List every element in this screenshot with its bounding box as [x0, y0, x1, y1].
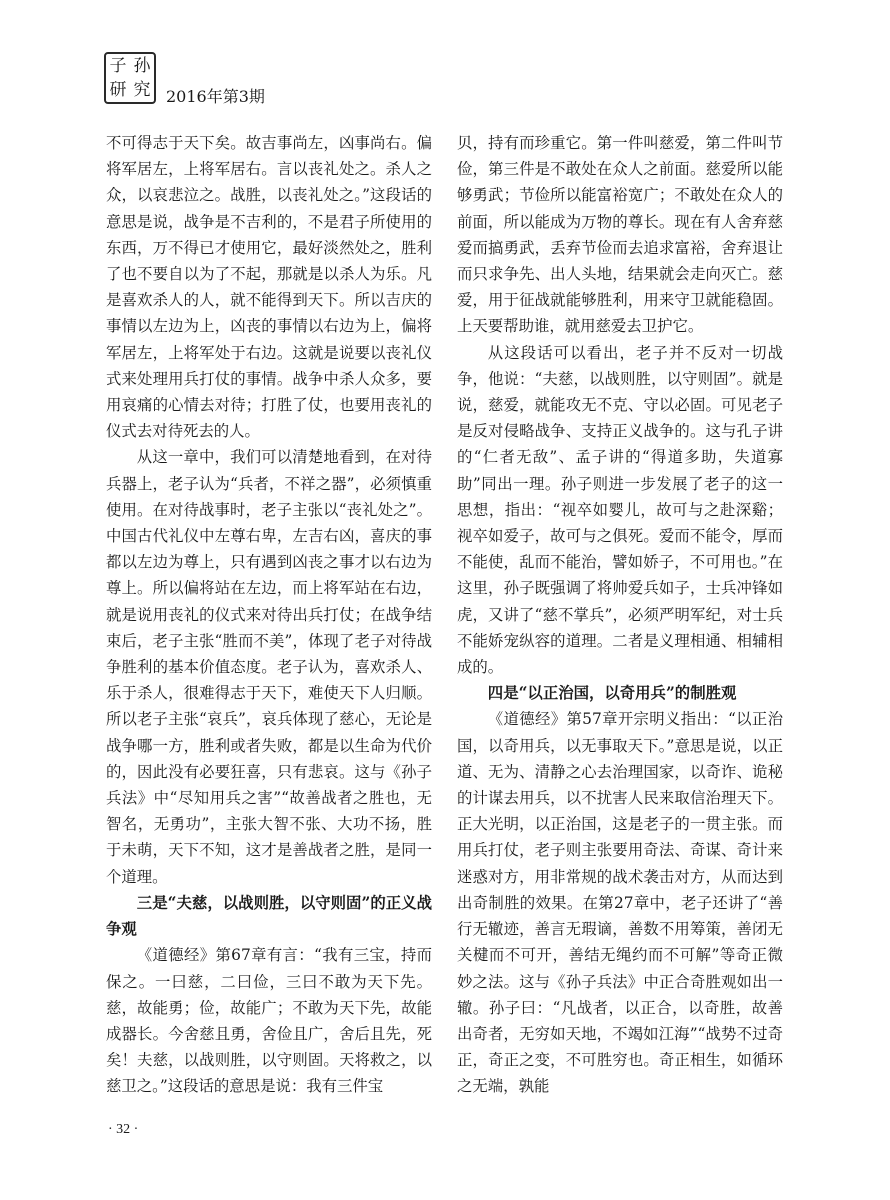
section-heading: 四是“以正治国，以奇用兵”的制胜观 — [487, 684, 737, 703]
page-number: · 32 · — [108, 1122, 139, 1137]
left-column — [106, 130, 432, 1100]
journal-logo — [104, 52, 156, 104]
page-header — [104, 52, 784, 112]
paragraph: 《道德经》第67章有言：“我有三宝，持而保之。一曰慈，二曰俭，三曰不敢为天下先。慈，故能勇；俭，故能广；不敢为天下先，故能成器长。今舍慈且勇，舍俭且广，舍后且先，死矣！夫慈，以战则胜，以守则固。天将救之，以慈卫之。”这段话的意思是说：我有三件宝 — [106, 946, 432, 1096]
paragraph: 从这段话可以看出，老子并不反对一切战争，他说：“夫慈，以战则胜，以守则固”。就是说，慈爱，就能攻无不克、守以必固。可见老子是反对侵略战争、支持正义战争的。这与孔子讲的“仁者无敌”、孟子讲的“得道多助，失道寡助”同出一理。孙子则进一步发展了老子的这一思想，指出：“视卒如婴儿，故可与之赴深谿；视卒如爱子，故可与之俱死。爱而不能令，厚而不能使，乱而不能治，譬如娇子，不可用也。”在这里，孙子既强调了将帅爱兵如子，士兵冲锋如虎，又讲了“慈不掌兵”，必须严明军纪，对士兵不能娇宠纵容的道理。二者是义理相通、相辅相成的。 — [457, 343, 783, 677]
paragraph: 不可得志于天下矣。故吉事尚左，凶事尚右。偏将军居左，上将军居右。言以丧礼处之。杀人之众，以哀悲泣之。战胜，以丧礼处之。”这段话的意思是说，战争是不吉利的，不是君子所使用的东西，万不得已才使用它，最好淡然处之，胜利了也不要自以为了不起，那就是以杀人为乐。凡是喜欢杀人的人，就不能得到天下。所以吉庆的事情以左边为上，凶丧的事情以右边为上，偏将军居左，上将军处于右边。这就是说要以丧礼仪式来处理用兵打仗的事情。战争中杀人众多，要用哀痛的心情去对待；打胜了仗，也要用丧礼的仪式去对待死去的人。 — [106, 134, 432, 441]
section-heading: 三是“夫慈，以战则胜，以守则固”的正义战争观 — [106, 893, 432, 939]
logo-char: 孙 — [133, 55, 151, 76]
paragraph: 从这一章中，我们可以清楚地看到，在对待兵器上，老子认为“兵者，不祥之器”，必须慎重使用。在对待战事时，老子主张以“丧礼处之”。中国古代礼仪中左尊右卑，左吉右凶，喜庆的事都以左边为尊上，只有遇到凶丧之事才以右边为尊上。所以偏将站在左边，而上将军站在右边，就是说用丧礼的仪式来对待出兵打仗；在战争结束后，老子主张“胜而不美”，体现了老子对待战争胜利的基本价值态度。老子认为，喜欢杀人、乐于杀人，很难得志于天下，难使天下人归顺。所以老子主张“哀兵”，哀兵体现了慈心，无论是战争哪一方，胜利或者失败，都是以生命为代价的，因此没有必要狂喜，只有悲哀。这与《孙子兵法》中“尽知用兵之害”“故善战者之胜也，无智名，无勇功”，主张大智不张、大功不扬，胜于未萌，天下不知，这才是善战者之胜，是同一个道理。 — [106, 448, 432, 886]
logo-char: 研 — [109, 79, 127, 100]
paragraph: 《道德经》第57章开宗明义指出：“以正治国，以奇用兵，以无事取天下。”意思是说，以正道、无为、清静之心去治理国家，以奇诈、诡秘的计谋去用兵，以不扰害人民来取信治理天下。正大光明，以正治国，这是老子的一贯主张。而用兵打仗，老子则主张要用奇法、奇谋、奇计来迷惑对方，用非常规的战术袭击对方，从而达到出奇制胜的效果。在第27章中，老子还讲了“善行无辙迹，善言无瑕谪，善数不用筹策，善闭无关楗而不可开，善结无绳约而不可解”等奇正微妙之法。这与《孙子兵法》中正合奇胜观如出一辙。孙子曰：“凡战者，以正合，以奇胜，故善出奇者，无穷如天地，不竭如江海”“战势不过奇正，奇正之变，不可胜穷也。奇正相生，如循环之无端，孰能 — [457, 710, 783, 1096]
paragraph: 贝，持有而珍重它。第一件叫慈爱，第二件叫节俭，第三件是不敢处在众人之前面。慈爱所以能够勇武；节俭所以能富裕宽广；不敢处在众人的前面，所以能成为万物的尊长。现在有人舍弃慈爱而搞勇武，丢弃节俭而去追求富裕，舍弃退让而只求争先、出人头地，结果就会走向灭亡。慈爱，用于征战就能够胜利，用来守卫就能稳固。上天要帮助谁，就用慈爱去卫护它。 — [457, 134, 783, 336]
logo-char: 究 — [133, 79, 151, 100]
logo-char: 子 — [109, 55, 127, 76]
right-column — [457, 130, 783, 1100]
issue-label: 2016年第3期 — [166, 87, 265, 106]
